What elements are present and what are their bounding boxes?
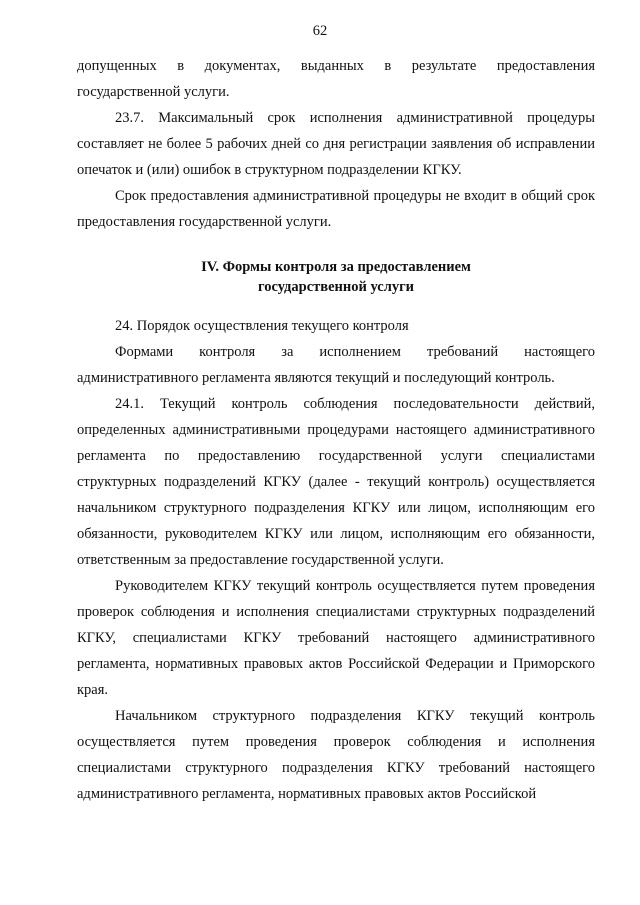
paragraph-continuation: допущенных в документах, выданных в результате предоставления государственной услуги. [77, 58, 595, 100]
section-heading [77, 257, 595, 297]
paragraph-term: Срок предоставления административной процедуры не входит в общий срок предоставления государственной услуги. [77, 188, 595, 230]
paragraph-24-1: 24.1. Текущий контроль соблюдения последовательности действий, определенных административными процедурами настоящего административного регламента по предоставлению государственной услуги специалистами структурных подразделений КГКУ (далее - текущий контроль) осуществляется начальником структурного подразделения КГКУ или лицом, исполняющим его обязанности, руководителем КГКУ или лицом, исполняющим его обязанности, ответственным за предоставление государственной услуги. [77, 396, 595, 568]
section-title [77, 257, 595, 297]
section-title-line-2: государственной услуги [257, 279, 415, 295]
section-24-block [77, 313, 595, 807]
paragraph-head-control: Руководителем КГКУ текущий контроль осуществляется путем проведения проверок соблюдения и исполнения специалистами структурных подразделений КГКУ, специалистами КГКУ требований настоящего административного регламента, нормативных правовых актов Российской Федерации и Приморского края. [77, 578, 595, 698]
paragraph-24: 24. Порядок осуществления текущего контроля [115, 318, 409, 334]
paragraph-unit-control: Начальником структурного подразделения КГКУ текущий контроль осуществляется путем проведения проверок соблюдения и исполнения специалистами структурного подразделения КГКУ требований настоящего административного регламента, нормативных правовых актов Российской [77, 708, 595, 802]
section-23-block [77, 53, 595, 235]
section-title-line-1: IV. Формы контроля за предоставлением [201, 259, 471, 275]
paragraph-23-7: 23.7. Максимальный срок исполнения административной процедуры составляет не более 5 рабочих дней со дня регистрации заявления об исправлении опечаток и (или) ошибок в структурном подразделении КГКУ. [77, 110, 595, 178]
page-number: 62 [312, 23, 328, 39]
paragraph-forms: Формами контроля за исполнением требований настоящего административного регламента являются текущий и последующий контроль. [77, 344, 595, 386]
